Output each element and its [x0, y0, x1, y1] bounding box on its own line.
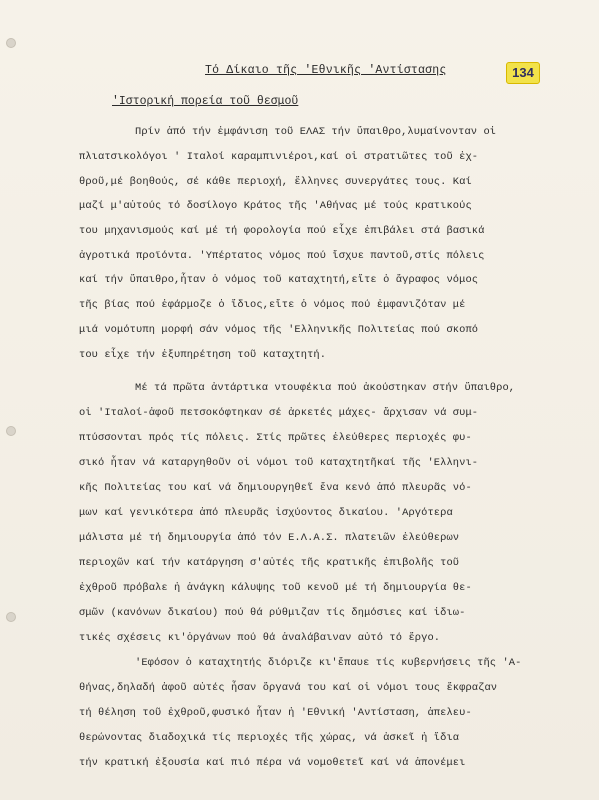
text-line: θήνας,δηλαδή ἀφοῦ αὐτές ἦσαν ὄργανά του καί οἱ νόμοι τους ἔκφραζαν: [79, 682, 498, 694]
text-line: τήν κρατική ἐξουσία καί πιό πέρα νά νομοθετεῖ καί νά ἀπονέμει: [79, 757, 466, 769]
text-line: σμῶν (κανόνων δικαίου) πού θά ρύθμιζαν τίς δημόσιες καί ἰδιω-: [79, 607, 466, 619]
text-line: σικό ἦταν νά καταργηθοῦν οἱ νόμοι τοῦ καταχτητῆκαί τῆς 'Ελληνι-: [79, 457, 479, 469]
text-line: καί τήν ὕπαιθρο,ἦταν ὁ νόμος τοῦ καταχτητή,εἴτε ὁ ἄγραφος νόμος: [79, 274, 479, 286]
text-line: τή θέληση τοῦ ἐχθροῦ,φυσικό ἦταν ἡ 'Εθνική 'Αντίσταση, ἀπελευ-: [79, 707, 472, 719]
text-line: οἱ 'Ιταλοί-ἀφοῦ πετσοκόφτηκαν σέ ἀρκετές μάχες- ἄρχισαν νά συμ-: [79, 407, 479, 419]
text-line: κῆς Πολιτείας του καί νά δημιουργηθεῖ ἕνα κενό ἀπό πλευρᾶς νό-: [79, 482, 472, 494]
text-line: πτύσσονται πρός τίς πόλεις. Στίς πρῶτες ἐλεύθερες περιοχές φυ-: [79, 432, 472, 444]
text-line: 'Εφόσον ὁ καταχτητής διόριζε κι'ἔπαυε τίς κυβερνήσεις τῆς 'Α-: [135, 657, 522, 669]
text-line: ἐχθροῦ πρόβαλε ἡ ἀνάγκη κάλυψης τοῦ κενοῦ μέ τή δημιουργία θε-: [79, 582, 472, 594]
text-line: τῆς βίας πού ἐφάρμοζε ὁ ἴδιος,εἴτε ὁ νόμος πού ἐμφανιζόταν μέ: [79, 299, 466, 311]
text-line: μάλιστα μέ τή δημιουργία ἀπό τόν Ε.Λ.Α.Σ. πλατειῶν ἐλεύθερων: [79, 532, 460, 544]
punch-hole: [6, 612, 16, 622]
text-line: θερώνοντας διαδοχικά τίς περιοχές τῆς χώρας, νά ἀσκεῖ ἡ ἴδια: [79, 732, 460, 744]
section-subtitle: 'Ιστορική πορεία τοῦ θεσμοῦ: [112, 95, 299, 108]
punch-hole: [6, 38, 16, 48]
document-title: Τό Δίκαιο τῆς 'Εθνικῆς 'Αντίστασης: [205, 64, 447, 77]
text-line: Πρίν ἀπό τήν ἐμφάνιση τοῦ ΕΛΑΣ τήν ὕπαιθρο,λυμαίνονταν οἱ: [135, 126, 497, 138]
text-line: Μέ τά πρῶτα ἀντάρτικα ντουφέκια πού ἀκούστηκαν στήν ὕπαιθρο,: [135, 382, 516, 394]
text-line: του εἶχε τήν ἐξυπηρέτηση τοῦ καταχτητή.: [79, 349, 327, 361]
text-line: περιοχῶν καί τήν κατάργηση σ'αὐτές τῆς κρατικῆς ἐπιβολῆς τοῦ: [79, 557, 460, 569]
text-line: μιά νομότυπη μορφή σάν νόμος τῆς 'Ελληνικῆς Πολιτείας πού σκοπό: [79, 324, 479, 336]
text-line: του μηχανισμούς καί μέ τή φορολογία πού εἶχε ἐπιβάλει στά βασικά: [79, 225, 485, 237]
text-line: ἀγροτικά προϊόντα. 'Υπέρτατος νόμος πού ἴσχυε παντοῦ,στίς πόλεις: [79, 250, 485, 262]
text-line: τικές σχέσεις κι'ὀργάνων πού θά ἀναλάβαιναν αὐτό τό ἔργο.: [79, 632, 441, 644]
text-line: μαζί μ'αὐτούς τό δοσίλογο Κράτος τῆς 'Αθήνας μέ τούς κρατικούς: [79, 200, 472, 212]
text-line: θροῦ,μέ βοηθούς, σέ κάθε περιοχή, ἕλληνες συνεργάτες τους. Καί: [79, 176, 472, 188]
page-number-badge: 134: [506, 62, 540, 84]
punch-hole: [6, 426, 16, 436]
text-line: μων καί γενικότερα ἀπό πλευρᾶς ἰσχύοντος δικαίου. 'Αργότερα: [79, 507, 453, 519]
text-line: πλιατσικολόγοι ' Ιταλοί καραμπινιέροι,καί οἱ στρατιῶτες τοῦ ἐχ-: [79, 151, 479, 163]
